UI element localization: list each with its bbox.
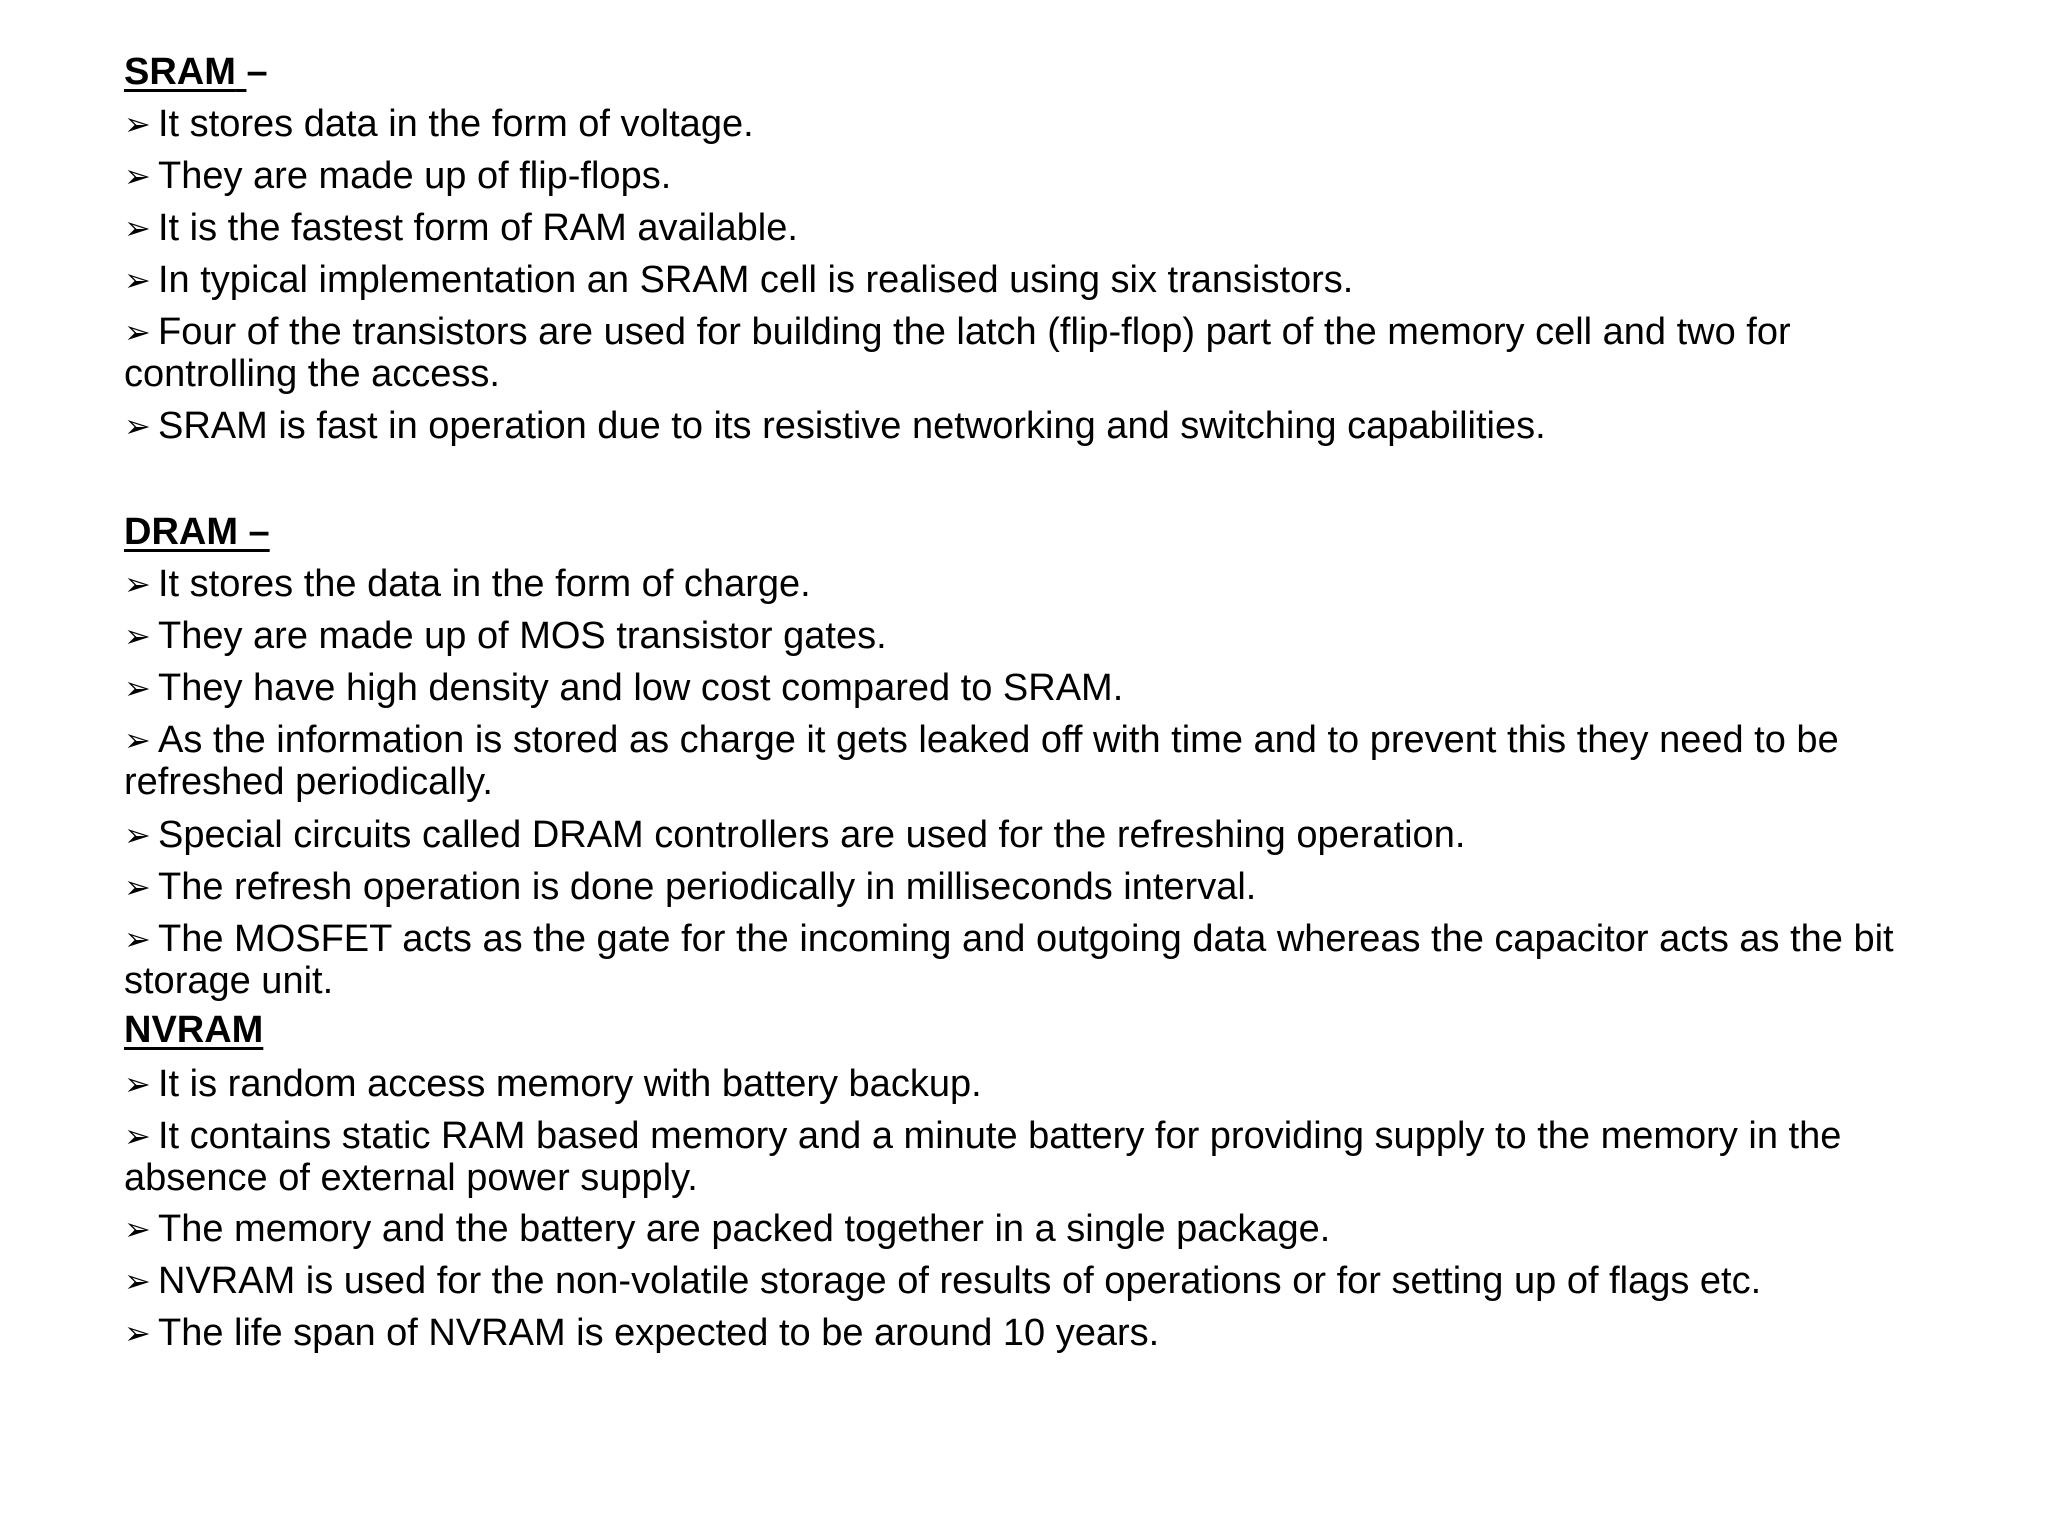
heading-text: SRAM	[124, 51, 236, 93]
list-item-text: In typical implementation an SRAM cell is realised using six transistors.	[158, 259, 1354, 301]
list-item-text: The life span of NVRAM is expected to be around 10 years.	[158, 1312, 1160, 1354]
list-item	[124, 207, 1954, 249]
list-item	[124, 719, 1954, 803]
list-item-text: The memory and the battery are packed together in a single package.	[158, 1208, 1331, 1250]
list-item	[124, 155, 1954, 197]
arrowhead-bullet-icon: ➢	[124, 158, 151, 194]
list-item-text: It stores the data in the form of charge.	[158, 563, 811, 605]
list-item-text: They are made up of MOS transistor gates.	[158, 615, 887, 657]
section-heading-nvram	[124, 1008, 263, 1052]
list-item	[124, 615, 1954, 657]
list-item-text: The MOSFET acts as the gate for the incoming and outgoing data whereas the capacitor acts as the bit storage unit.	[124, 918, 1894, 1002]
list-item	[124, 1260, 1954, 1302]
list-item-text: Special circuits called DRAM controllers are used for the refreshing operation.	[158, 814, 1466, 856]
list-item	[124, 866, 1954, 908]
arrowhead-bullet-icon: ➢	[124, 1263, 151, 1299]
list-item	[124, 259, 1954, 301]
list-item	[124, 814, 1954, 856]
arrowhead-bullet-icon: ➢	[124, 210, 151, 246]
arrowhead-bullet-icon: ➢	[124, 262, 151, 298]
arrowhead-bullet-icon: ➢	[124, 314, 151, 350]
list-item	[124, 563, 1954, 605]
arrowhead-bullet-icon: ➢	[124, 722, 151, 758]
arrowhead-bullet-icon: ➢	[124, 1211, 151, 1247]
arrowhead-bullet-icon: ➢	[124, 869, 151, 905]
list-item	[124, 1063, 1954, 1105]
list-item-text: It contains static RAM based memory and a minute battery for providing supply to the memory in the absence of external power supply.	[124, 1115, 1842, 1199]
list-item	[124, 667, 1954, 709]
list-item	[124, 1208, 1954, 1250]
list-item	[124, 103, 1954, 145]
arrowhead-bullet-icon: ➢	[124, 817, 151, 853]
list-item-text: NVRAM is used for the non-volatile storage of results of operations or for setting up of flags etc.	[158, 1260, 1762, 1302]
arrowhead-bullet-icon: ➢	[124, 618, 151, 654]
list-item	[124, 1312, 1954, 1354]
heading-text: NVRAM	[124, 1009, 264, 1051]
arrowhead-bullet-icon: ➢	[124, 921, 151, 957]
list-item	[124, 918, 1954, 1002]
arrowhead-bullet-icon: ➢	[124, 106, 151, 142]
arrowhead-bullet-icon: ➢	[124, 566, 151, 602]
heading-text: DRAM –	[124, 511, 270, 553]
list-item-text: They have high density and low cost compared to SRAM.	[158, 667, 1124, 709]
arrowhead-bullet-icon: ➢	[124, 1315, 151, 1351]
section-heading-sram	[124, 50, 268, 94]
list-item	[124, 311, 1954, 395]
list-item	[124, 405, 1954, 447]
arrowhead-bullet-icon: ➢	[124, 1066, 151, 1102]
list-item-text: It is the fastest form of RAM available.	[158, 207, 798, 249]
arrowhead-bullet-icon: ➢	[124, 670, 151, 706]
list-item-text: Four of the transistors are used for building the latch (flip-flop) part of the memory cell and two for controlling the access.	[124, 311, 1791, 395]
heading-suffix: –	[246, 51, 268, 93]
list-item-text: It stores data in the form of voltage.	[158, 103, 754, 145]
list-item-text: They are made up of flip-flops.	[158, 155, 672, 197]
list-item	[124, 1115, 1954, 1199]
arrowhead-bullet-icon: ➢	[124, 408, 151, 444]
list-item-text: As the information is stored as charge it gets leaked off with time and to prevent this they need to be refreshed periodically.	[124, 719, 1839, 803]
arrowhead-bullet-icon: ➢	[124, 1118, 151, 1154]
section-heading-dram	[124, 510, 270, 554]
list-item-text: It is random access memory with battery backup.	[158, 1063, 982, 1105]
list-item-text: SRAM is fast in operation due to its resistive networking and switching capabilities.	[158, 405, 1546, 447]
list-item-text: The refresh operation is done periodically in milliseconds interval.	[158, 866, 1257, 908]
